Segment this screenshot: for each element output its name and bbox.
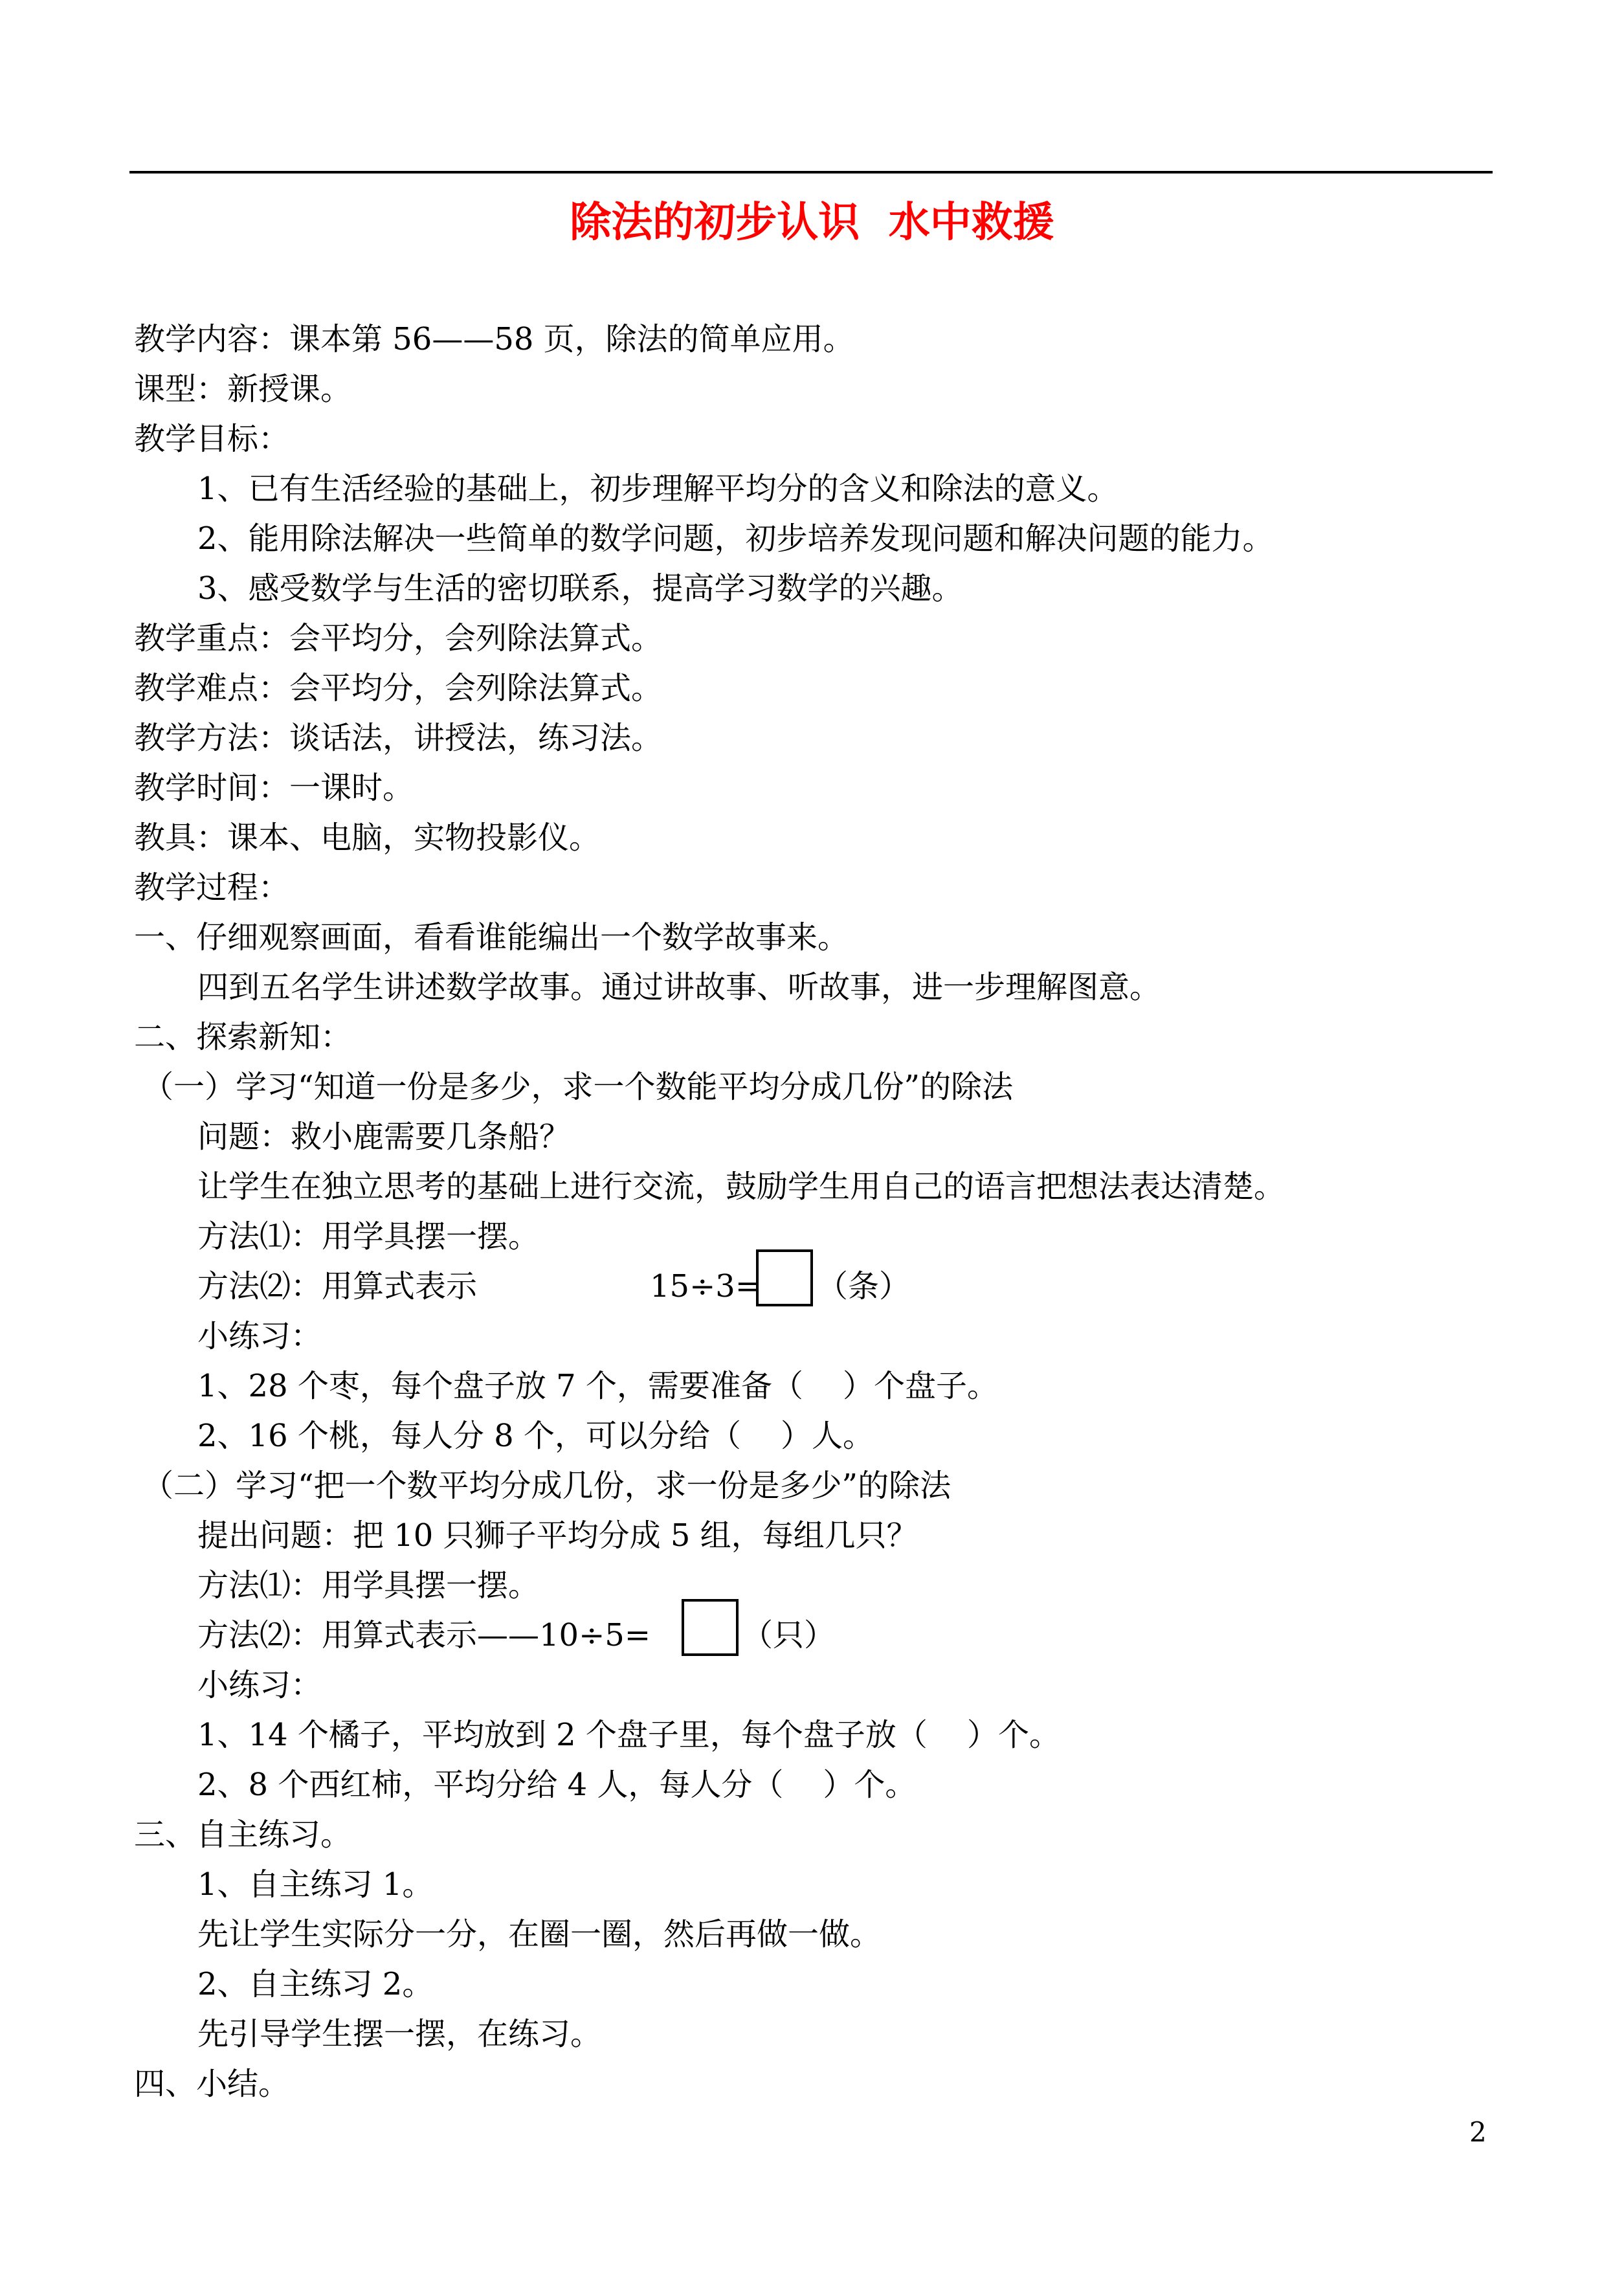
part-1-heading: （一）学习“知道一份是多少，求一个数能平均分成几份”的除法 <box>142 1069 1014 1105</box>
part-2-answer-box <box>682 1599 739 1656</box>
part-2-practice-item: 1、14 个橘子，平均放到 2 个盘子里，每个盘子放（ ）个。 <box>197 1717 1060 1753</box>
part-2-unit: （只） <box>742 1617 836 1653</box>
header-rule <box>129 171 1493 173</box>
part-1-unit: （条） <box>817 1268 911 1304</box>
goal-item: 1、已有生活经验的基础上，初步理解平均分的含义和除法的意义。 <box>197 471 1118 507</box>
part-2-practice-item: 2、8 个西红柿，平均分给 4 人，每人分（ ）个。 <box>197 1767 917 1803</box>
page-number: 2 <box>1469 2116 1487 2148</box>
part-2-method-1: 方法⑴：用学具摆一摆。 <box>197 1567 540 1604</box>
document-title: 除法的初步认识 水中救援 <box>570 198 1054 247</box>
part-1-practice-heading: 小练习： <box>197 1318 322 1354</box>
part-2-practice-heading: 小练习： <box>197 1667 322 1703</box>
part-2-question: 提出问题：把 10 只狮子平均分成 5 组，每组几只？ <box>197 1517 918 1554</box>
goal-item: 3、感受数学与生活的密切联系，提高学习数学的兴趣。 <box>197 570 963 607</box>
section-1-heading: 一、仔细观察画面，看看谁能编出一个数学故事来。 <box>134 919 849 956</box>
process-heading: 教学过程： <box>134 869 290 906</box>
teaching-methods: 教学方法：谈话法，讲授法，练习法。 <box>134 720 663 756</box>
part-1-method-1: 方法⑴：用学具摆一摆。 <box>197 1218 540 1255</box>
teaching-content: 教学内容：课本第 56——58 页，除法的简单应用。 <box>134 321 854 357</box>
part-2-heading: （二）学习“把一个数平均分成几份，求一份是多少”的除法 <box>142 1468 951 1504</box>
part-1-discussion: 让学生在独立思考的基础上进行交流，鼓励学生用自己的语言把想法表达清楚。 <box>197 1169 1285 1205</box>
teaching-tools: 教具：课本、电脑，实物投影仪。 <box>134 820 601 856</box>
part-1-formula: 15÷3= <box>650 1268 762 1304</box>
part-2-method-2: 方法⑵：用算式表示——10÷5= <box>197 1617 651 1653</box>
section-4-heading: 四、小结。 <box>134 2066 290 2102</box>
goal-item: 2、能用除法解决一些简单的数学问题，初步培养发现问题和解决问题的能力。 <box>197 520 1274 557</box>
key-points: 教学重点：会平均分，会列除法算式。 <box>134 620 663 656</box>
section-1-text: 四到五名学生讲述数学故事。通过讲故事、听故事，进一步理解图意。 <box>197 969 1161 1005</box>
section-3-item: 先引导学生摆一摆，在练习。 <box>197 2016 602 2052</box>
part-1-practice-item: 2、16 个桃，每人分 8 个，可以分给（ ）人。 <box>197 1418 874 1454</box>
section-3-item: 1、自主练习 1。 <box>197 1866 434 1903</box>
teaching-duration: 教学时间：一课时。 <box>134 770 414 806</box>
section-3-heading: 三、自主练习。 <box>134 1817 352 1853</box>
part-1-answer-box <box>756 1249 813 1306</box>
part-1-practice-item: 1、28 个枣，每个盘子放 7 个，需要准备（ ）个盘子。 <box>197 1368 998 1404</box>
section-3-item: 2、自主练习 2。 <box>197 1966 434 2002</box>
section-2-heading: 二、探索新知： <box>134 1019 352 1055</box>
difficulties: 教学难点：会平均分，会列除法算式。 <box>134 670 663 706</box>
part-1-question: 问题：救小鹿需要几条船？ <box>197 1119 571 1155</box>
part-1-method-2: 方法⑵：用算式表示 <box>197 1268 478 1304</box>
lesson-type: 课型：新授课。 <box>134 371 352 407</box>
goals-heading: 教学目标： <box>134 421 290 457</box>
section-3-item: 先让学生实际分一分，在圈一圈，然后再做一做。 <box>197 1916 882 1952</box>
